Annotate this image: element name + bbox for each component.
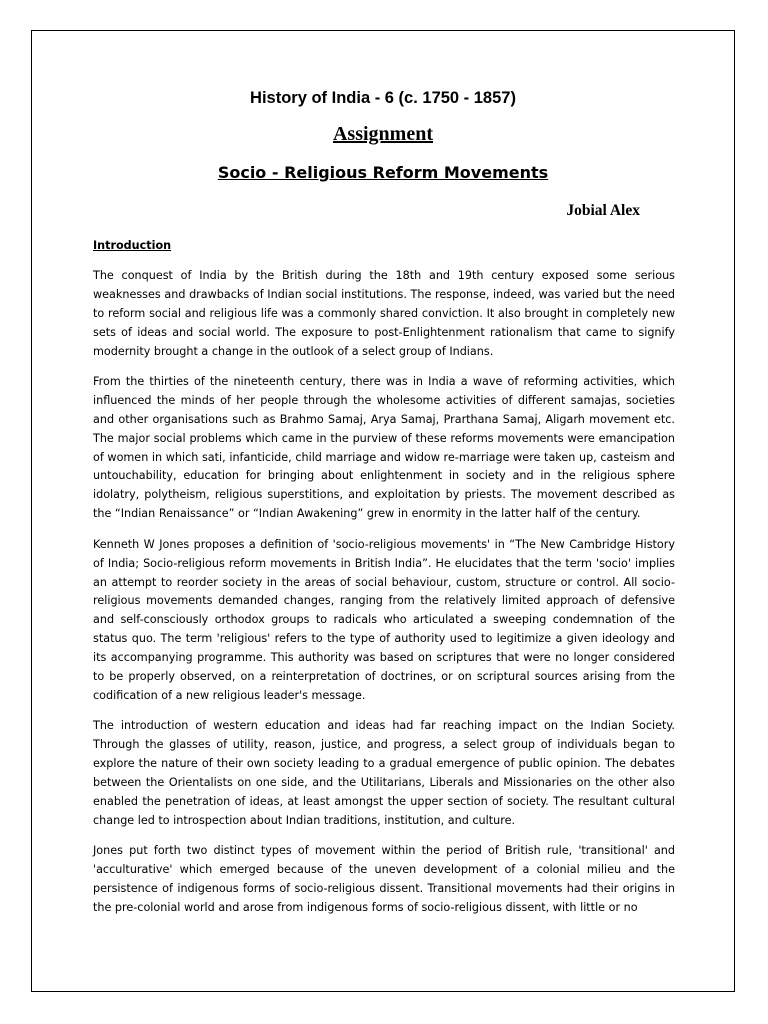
- page-frame: [31, 30, 735, 992]
- section-heading-introduction: Introduction: [93, 239, 172, 252]
- subtitle: Socio - Religious Reform Movements: [217, 163, 549, 182]
- body-text: [93, 237, 675, 929]
- author-name: Jobial Alex: [566, 202, 640, 219]
- paragraph: Jones put forth two distinct types of movement within the period of British rule, 'transitional' and 'acculturative' which emerged because of the uneven development of a colonial milieu and the persistence of indigenous forms of socio-religious dissent. Transitional movements had their origins in the pre-colonial world and arose from indigenous forms of socio-religious dissent, with little or no: [93, 844, 675, 914]
- course-title: History of India - 6 (c. 1750 - 1857): [250, 89, 516, 107]
- assignment-heading: Assignment: [332, 123, 433, 145]
- paragraph: The introduction of western education and ideas had far reaching impact on the Indian Society. Through the glasses of utility, reason, justice, and progress, a select group of individuals began to explore the nature of their own society leading to a gradual emergence of public opinion. The debates between the Orientalists on one side, and the Utilitarians, Liberals and Missionaries on the other also enabled the penetration of ideas, at least amongst the upper section of society. The resultant cultural change led to introspection about Indian traditions, institution, and culture.: [93, 719, 675, 827]
- paragraph: Kenneth W Jones proposes a definition of 'socio-religious movements' in “The New Cambridge History of India; Socio-religious reform movements in British India”. He elucidates that the term 'socio' implies an attempt to reorder society in the areas of social behaviour, custom, structure or control. All socio-religious movements demanded changes, ranging from the relatively limited approach of defensive and self-consciously orthodox groups to radicals who articulated a sweeping condemnation of the status quo. The term 'religious' refers to the type of authority used to legitimize a given ideology and its accompanying programme. This authority was based on scriptures that were no longer considered to be properly observed, on a reinterpretation of doctrines, or on scriptural sources arising from the codification of a new religious leader's message.: [93, 537, 675, 702]
- paragraph: From the thirties of the nineteenth century, there was in India a wave of reforming activities, which influenced the minds of her people through the wholesome activities of different samajas, societies and other organisations such as Brahmo Samaj, Arya Samaj, Prarthana Samaj, Aligarh movement etc. The major social problems which came in the purview of these reforms movements were emancipation of women in which sati, infanticide, child marriage and widow re-marriage were taken up, casteism and untouchability, education for bringing about enlightenment in society and in the religious sphere idolatry, polytheism, religious superstitions, and exploitation by priests. The movement described as the “Indian Renaissance” or “Indian Awakening” grew in enormity in the latter half of the century.: [93, 374, 675, 521]
- paragraph: The conquest of India by the British during the 18th and 19th century exposed some serious weaknesses and drawbacks of Indian social institutions. The response, indeed, was varied but the need to reform social and religious life was a commonly shared conviction. It also brought in completely new sets of ideas and social world. The exposure to post-Enlightenment rationalism that came to signify modernity brought a change in the outlook of a select group of Indians.: [93, 268, 675, 358]
